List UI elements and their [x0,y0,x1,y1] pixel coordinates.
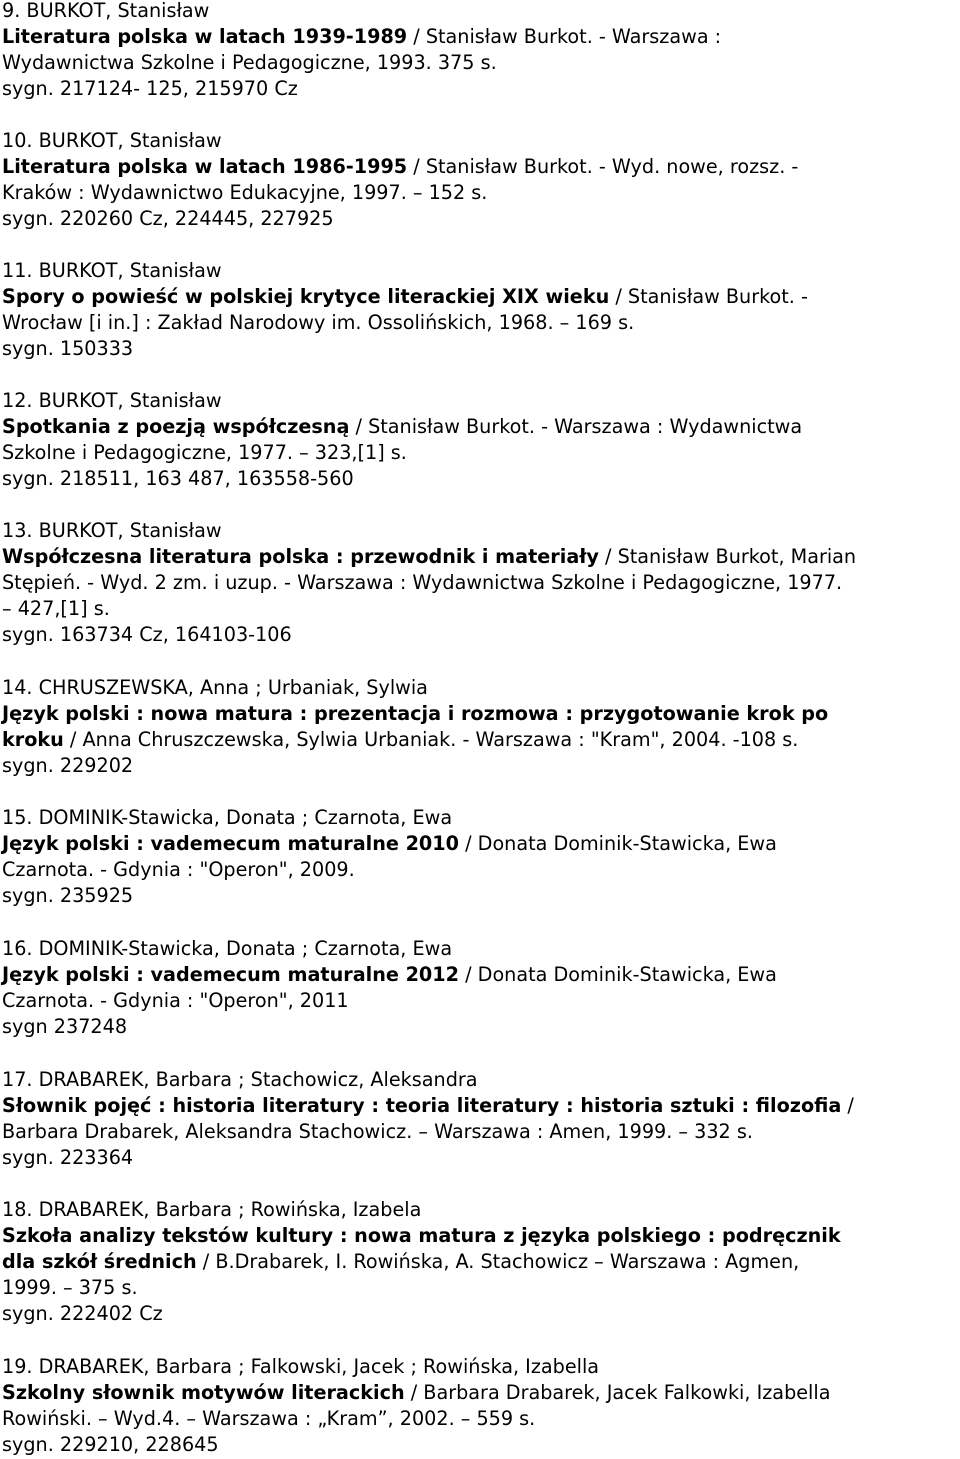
entry-line [2,988,958,1014]
entry-title: Literatura polska w latach 1939-1989 [2,25,408,48]
entry-desc: Barbara Drabarek, Aleksandra Stachowicz. – Warszawa : Amen, 1999. – 332 s. [2,1120,753,1143]
entry-signature: sygn. 235925 [2,884,134,907]
entry-desc: Wrocław [i in.] : Zakład Narodowy im. Ossolińskich, 1968. – 169 s. [2,311,635,334]
entry-signature: sygn. 229202 [2,754,134,777]
entry-desc: Wydawnictwa Szkolne i Pedagogiczne, 1993. 375 s. [2,51,497,74]
entry-line [2,1380,958,1406]
entry-desc: 1999. – 375 s. [2,1276,138,1299]
entry-16 [2,936,958,1040]
entry-13 [2,518,958,648]
entry-signature: sygn 237248 [2,1015,128,1038]
entry-heading: 16. DOMINIK-Stawicka, Donata ; Czarnota, Ewa [2,937,453,960]
entry-desc: / Stanisław Burkot. - Warszawa : [407,25,722,48]
entry-title: Język polski : vademecum maturalne 2012 [2,963,459,986]
entry-heading: 15. DOMINIK-Stawicka, Donata ; Czarnota, Ewa [2,806,453,829]
entry-title: Współczesna literatura polska : przewodnik i materiały [2,545,599,568]
entry-desc: / Barbara Drabarek, Jacek Falkowki, Izabella [404,1381,831,1404]
entry-14 [2,675,958,779]
entry-title: Język polski : vademecum maturalne 2010 [2,832,459,855]
entry-title: Spory o powieść w polskiej krytyce literackiej XIX wieku [2,285,610,308]
entry-desc: / B.Drabarek, I. Rowińska, A. Stachowicz – Warszawa : Agmen, [196,1250,800,1273]
entry-title: dla szkół średnich [2,1250,197,1273]
entry-line [2,1223,958,1249]
entry-heading: 13. BURKOT, Stanisław [2,519,222,542]
entry-desc: / Stanisław Burkot. - Warszawa : Wydawnictwa [349,415,803,438]
entry-desc: / Anna Chruszczewska, Sylwia Urbaniak. - Warszawa : "Kram", 2004. -108 s. [63,728,799,751]
entry-title: Język polski : nowa matura : prezentacja i rozmowa : przygotowanie krok po [2,702,829,725]
entry-17 [2,1067,958,1171]
entry-signature: sygn. 220260 Cz, 224445, 227925 [2,207,334,230]
entry-desc: Czarnota. - Gdynia : "Operon", 2009. [2,858,355,881]
entry-desc: Szkolne i Pedagogiczne, 1977. – 323,[1] s. [2,441,407,464]
entry-signature: sygn. 218511, 163 487, 163558-560 [2,467,354,490]
entry-line [2,1093,958,1119]
entry-line [2,414,958,440]
entry-18 [2,1197,958,1327]
entry-desc: / Stanisław Burkot, Marian [598,545,857,568]
entry-line [2,24,958,50]
entry-signature: sygn. 150333 [2,337,134,360]
entry-line [2,831,958,857]
entry-line [2,1275,958,1301]
entry-heading: 17. DRABAREK, Barbara ; Stachowicz, Aleksandra [2,1068,478,1091]
entry-line [2,440,958,466]
entry-desc: Rowiński. – Wyd.4. – Warszawa : „Kram”, 2002. – 559 s. [2,1407,536,1430]
entry-heading: 12. BURKOT, Stanisław [2,389,222,412]
entry-title: Szkoła analizy tekstów kultury : nowa matura z języka polskiego : podręcznik [2,1224,841,1247]
entry-desc: / Donata Dominik-Stawicka, Ewa [459,963,777,986]
entry-desc: / Donata Dominik-Stawicka, Ewa [459,832,777,855]
entry-line [2,1249,958,1275]
entry-line [2,1406,958,1432]
entry-heading: 10. BURKOT, Stanisław [2,129,222,152]
entry-line [2,50,958,76]
entry-line [2,1119,958,1145]
entry-10 [2,128,958,232]
entry-12 [2,388,958,492]
entry-line [2,596,958,622]
entry-heading: 19. DRABAREK, Barbara ; Falkowski, Jacek ; Rowińska, Izabella [2,1355,600,1378]
entry-line [2,701,958,727]
entry-signature: sygn. 223364 [2,1146,134,1169]
entry-line [2,857,958,883]
entry-desc: / [841,1094,854,1117]
entry-signature: sygn. 217124- 125, 215970 Cz [2,77,298,100]
entry-desc: / Stanisław Burkot. - [609,285,808,308]
entry-title: kroku [2,728,64,751]
entry-desc: Kraków : Wydawnictwo Edukacyjne, 1997. – 152 s. [2,181,488,204]
entry-line [2,310,958,336]
entry-heading: 14. CHRUSZEWSKA, Anna ; Urbaniak, Sylwia [2,676,428,699]
entry-signature: sygn. 229210, 228645 [2,1433,219,1456]
entry-heading: 18. DRABAREK, Barbara ; Rowińska, Izabela [2,1198,422,1221]
entry-signature: sygn. 222402 Cz [2,1302,163,1325]
entry-line [2,180,958,206]
entry-11 [2,258,958,362]
entry-line [2,727,958,753]
entry-line [2,544,958,570]
entry-title: Słownik pojęć : historia literatury : teoria literatury : historia sztuki : filozofia [2,1094,842,1117]
entry-line [2,962,958,988]
entry-heading: 11. BURKOT, Stanisław [2,259,222,282]
entry-title: Szkolny słownik motywów literackich [2,1381,405,1404]
entry-title: Literatura polska w latach 1986-1995 [2,155,408,178]
entry-9 [2,0,958,102]
entry-line [2,154,958,180]
entry-desc: Czarnota. - Gdynia : "Operon", 2011 [2,989,349,1012]
entry-title: Spotkania z poezją współczesną [2,415,350,438]
entry-line [2,284,958,310]
entry-desc: – 427,[1] s. [2,597,110,620]
entry-signature: sygn. 163734 Cz, 164103-106 [2,623,292,646]
entry-15 [2,805,958,909]
entry-heading: 9. BURKOT, Stanisław [2,0,210,22]
entry-desc: Stępień. - Wyd. 2 zm. i uzup. - Warszawa : Wydawnictwa Szkolne i Pedagogiczne, 1977. [2,571,843,594]
entry-line [2,570,958,596]
entry-19 [2,1354,958,1458]
entry-desc: / Stanisław Burkot. - Wyd. nowe, rozsz. - [407,155,799,178]
